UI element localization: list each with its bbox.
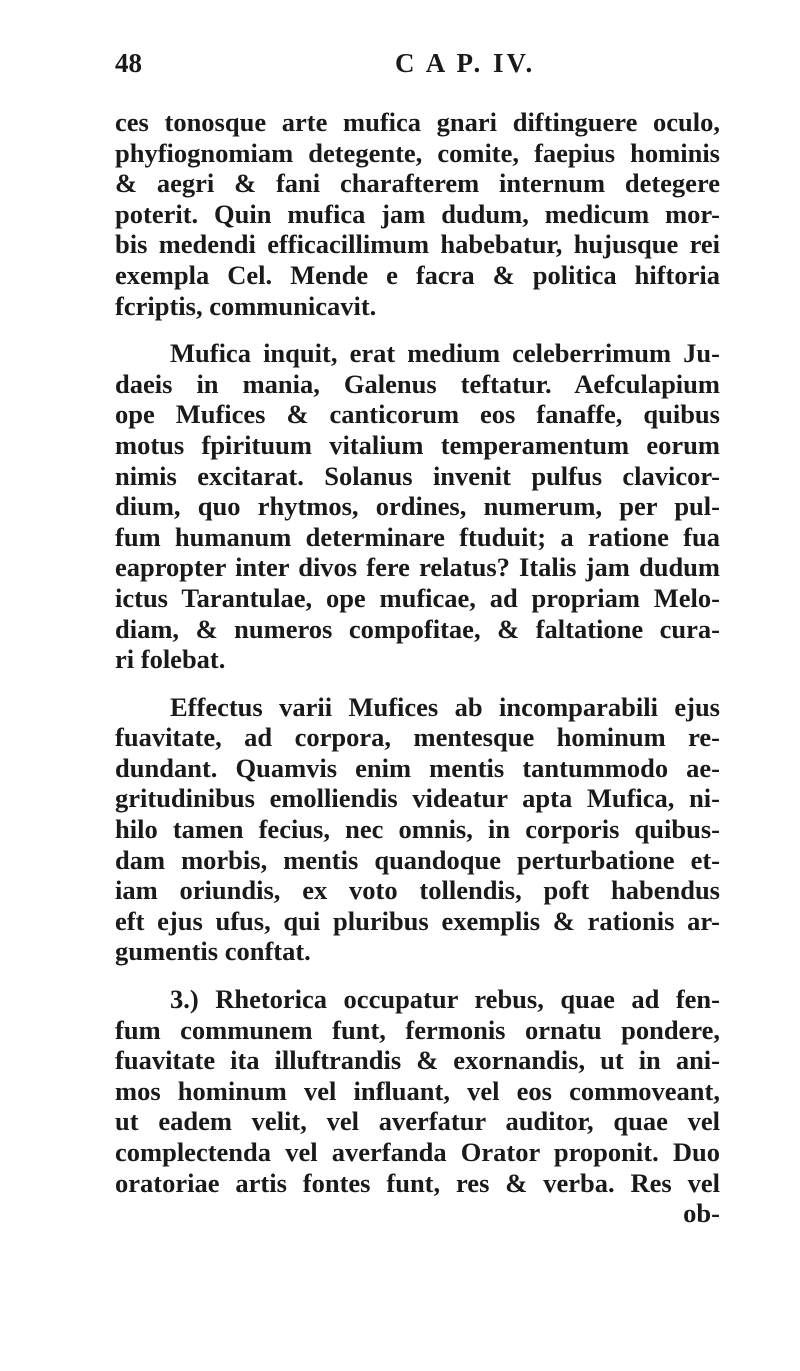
text-line: gritudinibus emolliendis videatur apta Mufica, ni- xyxy=(115,783,720,814)
running-head: C A P. IV. xyxy=(395,48,536,78)
text-line: fuavitate, ad corpora, mentesque hominum re- xyxy=(115,722,720,753)
text-line: ut eadem velit, vel averfatur auditor, quae vel xyxy=(115,1106,720,1137)
text-line: ces tonosque arte mufica gnari diftinguere oculo, xyxy=(115,107,720,137)
text-line: daeis in mania, Galenus teftatur. Aefculapium xyxy=(115,368,720,399)
text-line: dundant. Quamvis enim mentis tantummodo ae- xyxy=(115,752,720,783)
text-line: oratoriae artis fontes funt, res & verba. Res vel xyxy=(115,1167,720,1198)
text-line: complectenda vel averfanda Orator proponit. Duo xyxy=(115,1137,720,1167)
text-line: Effectus varii Mufices ab incomparabili ejus xyxy=(170,691,720,722)
text-line: fum humanum determinare ftuduit; a ratione fua xyxy=(115,521,720,552)
text-line: ri folebat. xyxy=(115,644,226,675)
text-line: fuavitate ita illuftrandis & exornandis, ut in ani- xyxy=(115,1045,720,1076)
text-line: mos hominum vel influant, vel eos commoveant, xyxy=(115,1075,720,1106)
page-header xyxy=(115,48,715,88)
text-line: fum communem funt, fermonis ornatu pondere, xyxy=(115,1014,720,1045)
text-line: ictus Tarantulae, ope muficae, ad propriam Melo- xyxy=(115,582,720,613)
page-number: 48 xyxy=(115,48,142,78)
text-line: dium, quo rhytmos, ordines, numerum, per pul- xyxy=(115,491,720,522)
text-line: motus fpirituum vitalium temperamentum eorum xyxy=(115,429,720,460)
text-line: 3.) Rhetorica occupatur rebus, quae ad fen- xyxy=(170,984,720,1015)
text-line: Mufica inquit, erat medium celeberrimum Ju- xyxy=(170,338,720,369)
text-line: poterit. Quin mufica jam dudum, medicum mor- xyxy=(115,198,720,229)
text-line: exempla Cel. Mende e facra & politica hiftoria xyxy=(115,259,720,290)
text-line: diam, & numeros compofitae, & faltatione cura- xyxy=(115,613,720,644)
body-text xyxy=(115,107,720,1229)
text-line: fcriptis, communicavit. xyxy=(115,290,377,321)
text-line: eft ejus ufus, qui pluribus exemplis & rationis ar- xyxy=(115,905,720,936)
text-line: gumentis conftat. xyxy=(115,936,311,967)
text-line: eapropter inter divos fere relatus? Italis jam dudum xyxy=(115,552,720,583)
text-line: dam morbis, mentis quandoque perturbatione et- xyxy=(115,844,720,875)
text-line: iam oriundis, ex voto tollendis, poft habendus xyxy=(115,875,720,906)
text-line: nimis excitarat. Solanus invenit pulfus clavicor- xyxy=(115,460,720,491)
text-line: bis medendi efficacillimum habebatur, hujusque rei xyxy=(115,229,720,260)
catchword: ob- xyxy=(683,1198,720,1229)
text-line: hilo tamen fecius, nec omnis, in corporis quibus- xyxy=(115,814,720,845)
text-line: ope Mufices & canticorum eos fanaffe, quibus xyxy=(115,399,720,430)
text-line: phyfiognomiam detegente, comite, faepius hominis xyxy=(115,137,720,168)
text-line: & aegri & fani charafterem internum detegere xyxy=(115,168,720,199)
